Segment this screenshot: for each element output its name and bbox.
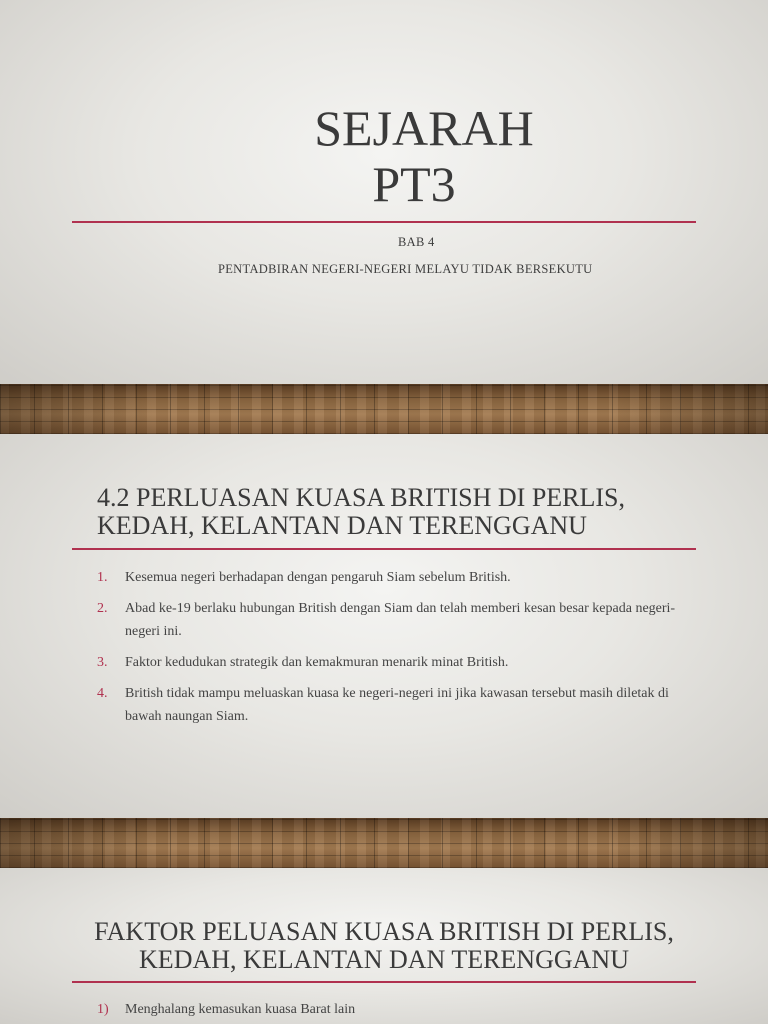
list-item — [97, 651, 677, 674]
slide-heading-line1: 4.2 PERLUASAN KUASA BRITISH DI PERLIS, — [97, 483, 625, 512]
list-number: 4. — [97, 686, 108, 701]
wood-floor-divider — [0, 818, 768, 868]
slide-title-line2: PT3 — [372, 156, 456, 212]
heading-divider — [72, 981, 696, 983]
list-number: 3. — [97, 655, 108, 670]
slide-heading — [0, 918, 768, 974]
list-item — [97, 682, 677, 728]
wood-floor-divider — [0, 384, 768, 434]
title-divider — [72, 221, 696, 223]
slide-heading-line2: KEDAH, KELANTAN DAN TERENGGANU — [139, 945, 629, 974]
slide-heading-line2: KEDAH, KELANTAN DAN TERENGGANU — [97, 511, 587, 540]
list-item — [97, 566, 677, 589]
chapter-subtitle: PENTADBIRAN NEGERI-NEGERI MELAYU TIDAK BERSEKUTU — [218, 262, 593, 276]
bullet-list — [97, 998, 677, 1024]
slide-heading — [97, 484, 625, 540]
slide-heading-line1: FAKTOR PELUASAN KUASA BRITISH DI PERLIS, — [94, 917, 674, 946]
list-text: British tidak mampu meluaskan kuasa ke negeri-negeri ini jika kawasan tersebut masih diletak di bawah naungan Siam. — [125, 686, 669, 724]
slide-title-line1: SEJARAH — [314, 100, 534, 156]
chapter-label: BAB 4 — [398, 235, 435, 249]
bullet-list — [97, 566, 677, 736]
title-slide — [0, 0, 768, 384]
list-text: Menghalang kemasukan kuasa Barat lain — [125, 1002, 356, 1017]
list-item — [97, 597, 677, 643]
list-number: 1) — [97, 1002, 109, 1017]
list-text: Faktor kedudukan strategik dan kemakmuran menarik minat British. — [125, 655, 509, 670]
slide-title — [0, 100, 768, 212]
list-text: Abad ke-19 berlaku hubungan British dengan Siam dan telah memberi kesan besar kepada negeri-negeri ini. — [125, 601, 676, 639]
content-slide-faktor — [0, 868, 768, 1024]
list-item — [97, 998, 677, 1021]
list-text: Kesemua negeri berhadapan dengan pengaruh Siam sebelum British. — [125, 570, 511, 585]
list-number: 2. — [97, 601, 108, 616]
content-slide-4-2 — [0, 434, 768, 818]
list-number: 1. — [97, 570, 108, 585]
heading-divider — [72, 548, 696, 550]
